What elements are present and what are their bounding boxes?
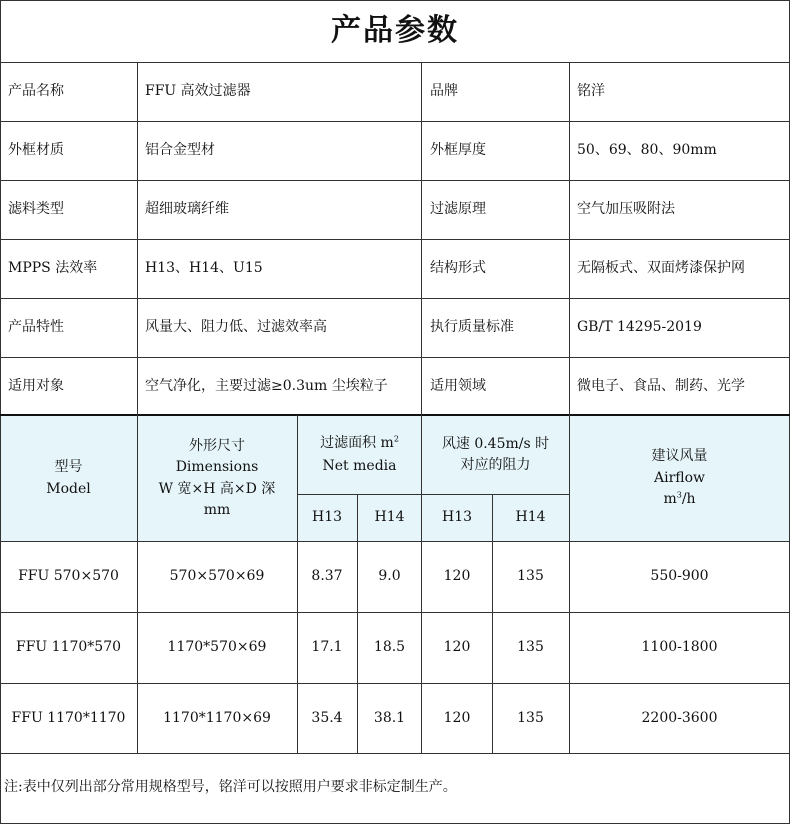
header-dim-en: Dimensions — [175, 459, 259, 475]
header-dimensions — [137, 416, 297, 541]
grid-line — [0, 180, 790, 181]
spec-label: 产品特性 — [8, 319, 64, 336]
header-filter-area — [297, 416, 422, 494]
header-area-cn-wrap — [320, 435, 399, 453]
row-area-h14: 9.0 — [378, 568, 401, 585]
header-area-en: Net media — [322, 458, 397, 474]
header-dim-cn: 外形尺寸 — [189, 437, 245, 454]
spec-value: 铝合金型材 — [145, 142, 215, 159]
header-air-en: Airflow — [653, 469, 706, 486]
row-airflow: 550-900 — [650, 568, 709, 585]
footnote: 注:表中仅列出部分常用规格型号，铭洋可以按照用户要求非标定制生产。 — [4, 779, 457, 796]
spec-label: 适用领域 — [430, 377, 486, 394]
header-area-cn: 过滤面积 m — [320, 434, 394, 451]
spec-value: 风量大、阻力低、过滤效率高 — [145, 319, 327, 336]
grid-line — [357, 494, 358, 753]
spec-value: GB/T 14295-2019 — [577, 319, 702, 336]
grid-line — [421, 415, 422, 753]
grid-line — [0, 0, 790, 1]
spec-value: 超细玻璃纤维 — [145, 201, 229, 218]
header-resist-line1: 风速 0.45m/s 时 — [441, 435, 550, 452]
header-air-unit-sup: 3 — [676, 490, 682, 500]
row-area-h13: 17.1 — [311, 639, 343, 656]
grid-line — [0, 541, 790, 542]
spec-label: 产品名称 — [8, 83, 64, 100]
row-res-h14: 135 — [517, 709, 544, 726]
subheader-res-h13: H13 — [441, 508, 473, 525]
spec-value: 铭洋 — [577, 83, 605, 100]
grid-line — [0, 753, 790, 754]
spec-label: 外框材质 — [8, 142, 64, 159]
row-res-h13: 120 — [443, 568, 471, 585]
header-dim-formula: W 宽×H 高×D 深 — [158, 480, 276, 497]
page-title: 产品参数 — [331, 13, 459, 49]
row-dim: 1170*570×69 — [167, 639, 267, 656]
header-model-cn: 型号 — [54, 459, 83, 475]
grid-line — [137, 62, 138, 415]
row-airflow: 1100-1800 — [641, 639, 718, 656]
grid-line — [0, 298, 790, 299]
spec-value: H13、H14、U15 — [145, 260, 263, 277]
grid-line — [0, 683, 790, 684]
header-air-unit-m: m — [663, 491, 677, 508]
grid-line — [0, 357, 790, 358]
row-model: FFU 570×570 — [18, 568, 119, 585]
spec-label: 适用对象 — [8, 377, 64, 394]
spec-label: 滤料类型 — [8, 201, 64, 218]
row-area-h13: 8.37 — [311, 568, 343, 585]
header-dim-unit: mm — [203, 502, 231, 518]
spec-label: 结构形式 — [430, 260, 486, 277]
grid-line — [297, 494, 569, 495]
grid-line — [421, 62, 422, 415]
spec-value: 空气加压吸附法 — [577, 201, 675, 218]
grid-line — [569, 62, 570, 415]
header-model-en: Model — [46, 480, 91, 497]
row-area-h14: 38.1 — [373, 709, 406, 726]
row-area-h13: 35.4 — [311, 709, 343, 726]
subheader-res-h14: H14 — [515, 508, 546, 525]
grid-line — [137, 415, 138, 753]
row-res-h13: 120 — [443, 639, 471, 656]
grid-line — [0, 0, 1, 824]
header-model — [0, 416, 137, 541]
grid-line — [297, 415, 298, 753]
spec-label: 执行质量标准 — [430, 319, 514, 336]
header-airflow — [569, 416, 790, 541]
row-res-h14: 135 — [517, 568, 544, 585]
row-area-h14: 18.5 — [373, 639, 406, 656]
spec-value: 空气净化，主要过滤≥0.3um 尘埃粒子 — [145, 377, 388, 394]
header-air-cn: 建议风量 — [651, 448, 708, 465]
spec-value: 微电子、食品、制药、光学 — [577, 377, 745, 394]
row-model: FFU 1170*1170 — [11, 709, 126, 726]
row-airflow: 2200-3600 — [641, 709, 718, 726]
header-area-sup: 2 — [393, 433, 399, 443]
grid-line — [569, 415, 570, 753]
spec-value: FFU 高效过滤器 — [145, 83, 251, 100]
row-res-h13: 120 — [443, 709, 471, 726]
header-air-unit-rest: /h — [681, 491, 696, 508]
spec-label: MPPS 法效率 — [8, 260, 98, 277]
grid-line — [0, 414, 790, 416]
header-resistance — [422, 416, 569, 494]
header-resist-line2: 对应的阻力 — [460, 457, 531, 473]
grid-line — [0, 62, 790, 63]
grid-line — [0, 239, 790, 240]
spec-label: 过滤原理 — [430, 201, 486, 218]
subheader-area-h13: H13 — [311, 508, 343, 525]
spec-value: 无隔板式、双面烤漆保护网 — [577, 260, 745, 277]
header-air-unit — [663, 491, 695, 509]
spec-label: 外框厚度 — [430, 142, 486, 159]
spec-label: 品牌 — [430, 83, 458, 100]
subheader-area-h14: H14 — [374, 508, 405, 525]
grid-line — [0, 121, 790, 122]
grid-line — [492, 494, 493, 753]
row-dim: 1170*1170×69 — [163, 709, 271, 726]
row-dim: 570×570×69 — [169, 568, 265, 585]
spec-value: 50、69、80、90mm — [577, 142, 717, 159]
row-model: FFU 1170*570 — [15, 639, 122, 656]
grid-line — [0, 612, 790, 613]
row-res-h14: 135 — [517, 639, 544, 656]
